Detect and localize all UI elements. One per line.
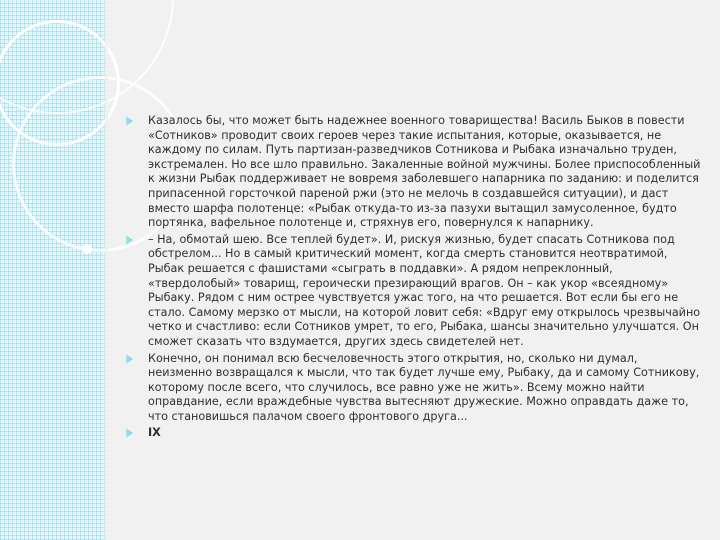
bullet-arrow-icon (126, 116, 133, 126)
bullet-paragraph (118, 352, 702, 425)
bullet-paragraph (118, 114, 702, 231)
decorative-side-pattern (0, 0, 108, 540)
bullet-arrow-icon (126, 354, 133, 364)
text-body (118, 114, 702, 443)
bullet-arrow-icon (126, 428, 133, 438)
bullet-arrow-icon (126, 235, 133, 245)
paragraph-text: Конечно, он понимал всю бесчеловечность этого открытия, но, сколько ни думал, неизменно возвращался к мысли, что так будет лучше ему, Рыбаку, да и самому Сотникову, которому после всего, что случилось, все равно уже не жить». Всему можно найти оправдание, если враждебные чувства вытесняют дружеские. Можно оправдать даже то, что становишься палачом своего фронтового друга... (148, 351, 700, 423)
section-numeral: IX (148, 426, 161, 440)
bullet-paragraph (118, 233, 702, 350)
decorative-dot (82, 244, 92, 254)
paragraph-text: – На, обмотай шею. Все теплей будет». И, рискуя жизнью, будет спасать Сотникова под обстрелом... Но в самый критический момент, когда смерть становится неотвратимой, Рыбак решается с фашистами «сыграть в поддавки». А рядом непреклонный, «твердолобый» товарищ, героически презирающий врагов. Он – как укор «всеядному» Рыбаку. Рядом с ним острее чувствуется ужас того, на что решается. Вот если бы его не стало. Самому мерзко от мысли, на которой ловит себя: «Вдруг ему открылось чрезвычайно четко и счастливо: если Сотников умрет, то его, Рыбака, шансы значительно улучшатся. Он сможет сказать что вздумается, других здесь свидетелей нет. (148, 232, 701, 348)
paragraph-text: Казалось бы, что может быть надежнее военного товарищества! Василь Быков в повести «Сотников» проводит своих героев через такие испытания, которые, оказывается, не каждому по силам. Путь партизан-разведчиков Сотникова и Рыбака изначально труден, экстремален. Но все шло правильно. Закаленные войной мужчины. Более приспособленный к жизни Рыбак поддерживает не вовремя заболевшего напарника по заданию: и поделится припасенной горсточкой пареной ржи (это не мелочь в создавшейся ситуации), и даст вместо шарфа полотенце: «Рыбак откуда-то из-за пазухи вытащил замусоленное, будто портянка, вафельное полотенце и, стряхнув его, повернулся к напарнику. (148, 114, 701, 230)
bullet-paragraph (118, 426, 702, 441)
